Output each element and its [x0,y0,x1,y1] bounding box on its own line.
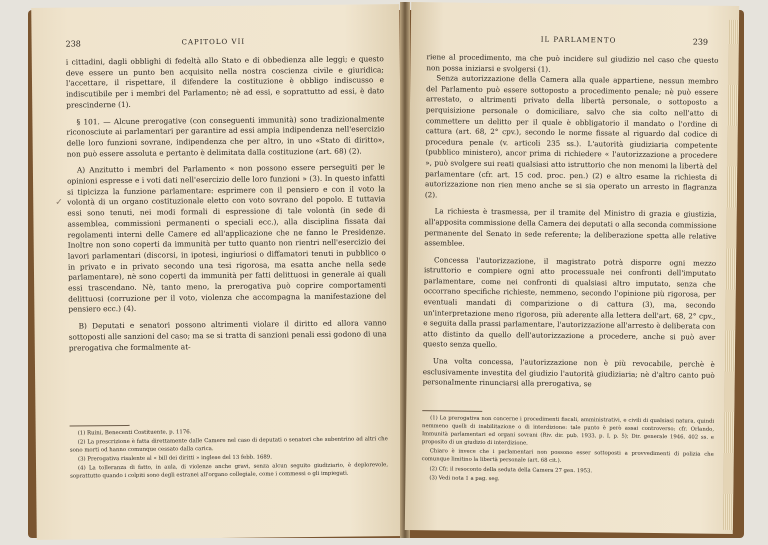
paragraph: riene al procedimento, ma che può incidere sul giudizio nel caso che questo non possa iniziarsi e svolgersi (1). [426,52,719,74]
footnote: (1) La prerogativa non concerne i procedimenti fiscali, amministrativi, e civili di qualsiasi natura, quindi nemmeno quelli di inabilitazione o di interdizione: tale punto è però assai controverso; cfr. Orlando, Immunità parlamentari ed organi sovrani (Riv. dir. pub. 1933, p. I, p. 5); Dir. generale 1946, 402 ss. e proposito di un giudizio di interdizione. [421,415,715,447]
left-body-text [66,54,387,354]
right-body-text [423,52,719,391]
footnote: (4) La tolleranza di fatto, in aula, di violenze anche gravi, senza alcun seguito giudiziario, è deplorevole, soprattutto quando i colpiti sono degli estranei all'organo collegiale, come i commessi o gli impiegati. [70,462,389,481]
open-book [28,2,744,542]
paragraph: A) Anzitutto i membri del Parlamento « non possono essere perseguiti per le opinioni espresse e i voti dati nell'esercizio delle loro funzioni » (3). In questo infatti si tipicizza la funzione parlamentare: esprimere con il pensiero e con il voto la volontà di un organo costituzionale eletto con voto sovrano del popolo. E tuttavia essi sono tenuti, nei modi formali di espressione di tale volontà (in sede di assemblea, commissioni permanenti o speciali ecc.), alla disciplina fissata dai regolamenti interni delle Camere ed all'applicazione che ne fanno le Presidenze. Inoltre non sono coperti da immunità per tutto quanto non rientri nell'esercizio dei lavori parlamentari (discorsi, in ipotesi, ingiuriosi o diffamatori tenuti in pubblico o in privato e in privato secondo una tesi rigorosa, ma esatta anche nella sede parlamentare), nè sono coperti da immunità per fatti delittuosi in generale ai quali essi trascendano. Nè, tanto meno, la prerogativa può coprire comportamenti delittuosi (corruzione per il voto, violenza che accompagna la manifestazione del pensiero ecc.) (4). [66,162,387,315]
left-page [31,4,405,540]
footnote: (3) Prerogativa risalente al « bill dei diritti » inglese del 13 febb. 1689. [77,454,272,463]
paragraph: i cittadini, dagli obblighi di fedeltà allo Stato e di obbedienza alle leggi; e questo deve essere un punto ben acquisito nella nostra coscienza civile e giuridica; l'accettare, il rispettare, il difendere la costituzione è obbligo indiscusso e indiscutibile per i membri del Parlamento; nè ad essi, e soprattutto ad essi, è dato prescinderne (1). [65,54,385,110]
footnote-rule [70,425,130,427]
paragraph: Una volta concessa, l'autorizzazione non è più revocabile, perchè è esclusivamente investita del giudizio l'autorità giudiziaria; nè d'altro canto può personalmente rinunciarsi alla prerogativa, se [422,356,715,389]
paragraph: B) Deputati e senatori possono altrimenti violare il diritto ed allora vanno sottoposti alle sanzioni del caso; ma se si tratta di sanzioni penali essi godono di una prerogativa che formalmente at- [68,318,387,353]
footnote: (1) Ruini, Benecenti Costituente, p. 1176. [77,429,192,437]
paragraph: Senza autorizzazione della Camera alla quale appartiene, nessun membro del Parlamento può essere sottoposto a procedimento penale; nè può essere arrestato, o altrimenti privato della libertà personale, o sottoposto a perquisizione personale o domiciliare, salvo che sia colto nell'atto di commettere un delitto per il quale è obbligatorio il mandato o l'ordine di cattura (art. 68, 2° cpv.), secondo le norme fissate al riguardo dal codice di procedura penale (v. articoli 235 ss.). L'autorità giudiziaria competente (pubblico ministero), ancor prima di richiedere « l'autorizzazione a procedere », può svolgere sui reati qualsiasi atto istruttorio che non menomi la libertà del parlamentare (cfr. art. 15 cod. proc. pen.) (2) e altro esame la richiesta di autorizzazione non rien meno anche se si sia operato un arresto in flagranza (2). [424,73,719,200]
footnote: (3) Vedi nota 1 a pag. seg. [429,474,500,482]
left-running-head: CAPITOLO VII [181,37,246,47]
pencil-margin-mark: ✓ [55,197,63,208]
paragraph: § 101. — Alcune prerogative (con conseguenti immunità) sono tradizionalmente riconosciute ai parlamentari per garantire ad essi ampia indipendenza nell'esercizio delle loro funzioni sovrane, indipendenza che per altro, in uno «Stato di diritto», non può essere assoluta e pertanto è delimitata dalla costituzione (art. 68) (2). [66,113,385,159]
right-page-number: 239 [692,37,709,47]
footnote: (2) La prescrizione è fatta direttamente dalle Camere nel caso di deputati o senatori che subentrino ad altri che sono morti od hanno comunque cessato dalla carica. [69,436,388,454]
left-page-number: 238 [65,39,81,49]
footnote-rule [422,410,482,412]
right-running-head: IL PARLAMENTO [540,35,617,45]
paragraph: La richiesta è trasmessa, per il tramite del Ministro di grazia e giustizia, all'apposita commissione della Camera dei deputati o alla seconda commissione permanente del Senato in sede referente; la deliberazione spetta alle relative assemblee. [424,206,717,248]
paragraph: Concessa l'autorizzazione, il magistrato potrà disporre ogni mezzo istruttorio e compiere ogni atto processuale nei confronti dell'imputato parlamentare, come nei confronti di qualsiasi altro imputato, senza che occorrano specifiche richieste, nemmeno, secondo l'opinione più rigorosa, per eventuali mandati di comparizione o di cattura (3), ma, secondo un'interpretazione meno rigorosa, più aderente alla lettera dell'art. 68, 2° cpv., e seguita dalla prassi parlamentare, l'autorizzazione all'arresto è deliberata con atto distinto da quello dell'autorizzazione a procedere, anche si può aver questo senza quello. [423,255,717,350]
footnote: Chiaro è invece che i parlamentari non possono esser sottoposti a provvedimenti di polizia che comunque limitino la libertà personale (art. 68 cit.). [421,448,714,465]
footnote: (2) Cfr. il resoconto della seduta della Camera 27 gen. 1953. [429,465,593,474]
left-footnotes [70,426,389,482]
right-footnotes [421,414,714,486]
right-page [405,2,739,534]
